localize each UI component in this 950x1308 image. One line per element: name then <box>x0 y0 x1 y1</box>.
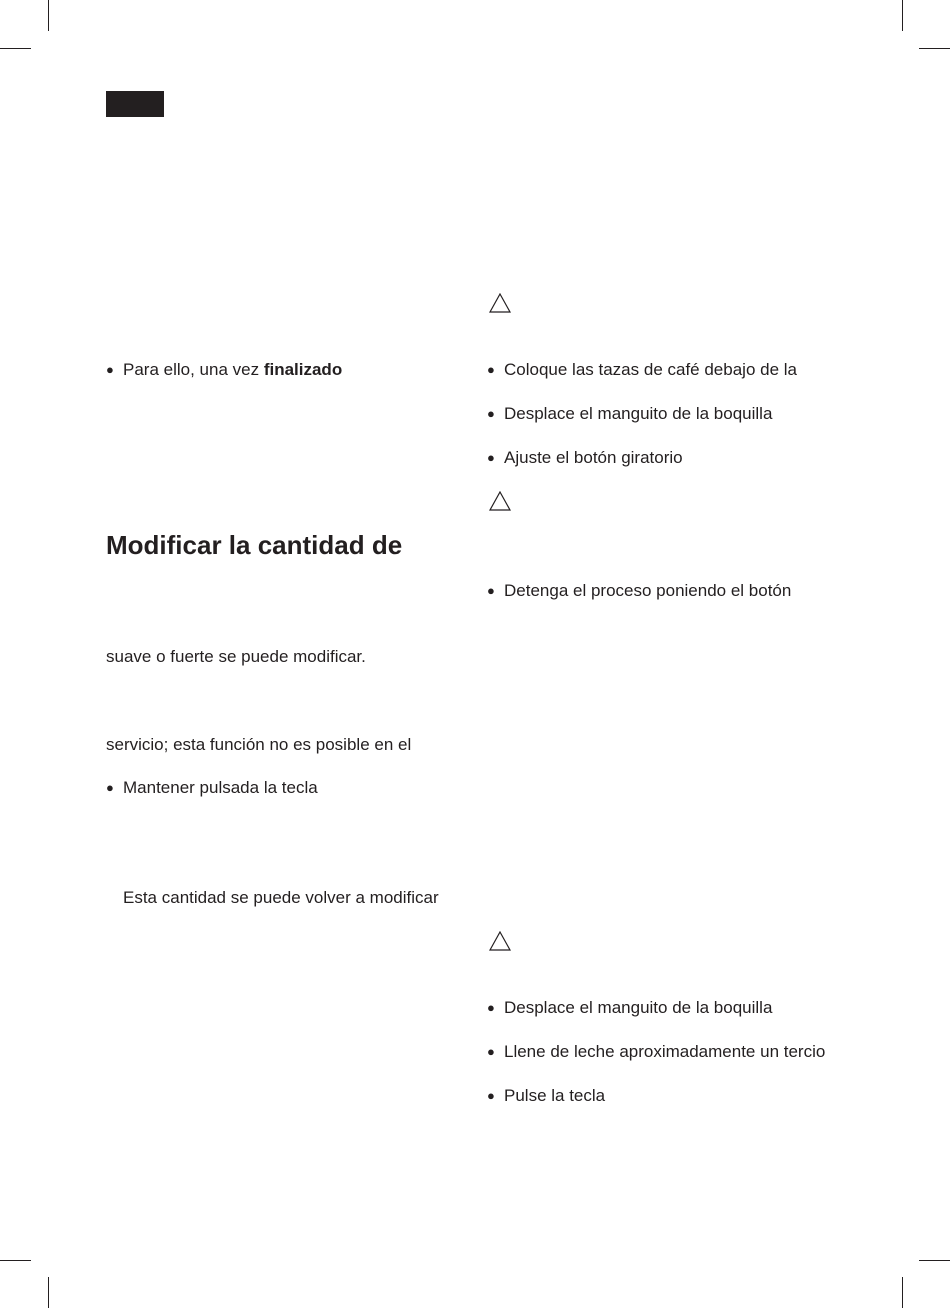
section-heading: Modificar la cantidad de <box>106 530 403 560</box>
warning-triangle-icon <box>489 931 511 951</box>
right-bullet-item <box>487 998 772 1018</box>
crop-mark-top-right-vertical <box>902 0 903 31</box>
body-text-line-indented: Esta cantidad se puede volver a modificar <box>123 888 439 907</box>
bullet-icon: ● <box>106 362 114 377</box>
bullet-icon: ● <box>487 450 495 465</box>
right-bullet-item <box>487 404 772 424</box>
bullet-text: Mantener pulsada la tecla <box>123 778 318 797</box>
bullet-text: Para ello, una vez <box>123 360 264 379</box>
right-bullet-item <box>487 1042 825 1062</box>
bullet-text: Coloque las tazas de café debajo de la <box>504 360 797 379</box>
body-text-line: suave o fuerte se puede modificar. <box>106 647 366 666</box>
bullet-text: Detenga el proceso poniendo el botón <box>504 581 792 600</box>
crop-mark-top-left-horizontal <box>0 48 31 49</box>
body-text-line: servicio; esta función no es posible en el <box>106 735 412 754</box>
bullet-icon: ● <box>487 1088 495 1103</box>
bullet-icon: ● <box>487 583 495 598</box>
bullet-text: Desplace el manguito de la boquilla <box>504 998 773 1017</box>
language-tab <box>106 91 164 117</box>
left-bullet-tecla <box>106 778 318 798</box>
bullet-icon: ● <box>487 1044 495 1059</box>
right-bullet-item <box>487 448 683 468</box>
bullet-icon: ● <box>487 362 495 377</box>
bullet-text: Desplace el manguito de la boquilla <box>504 404 773 423</box>
crop-mark-bottom-left-horizontal <box>0 1260 31 1261</box>
bullet-text: Pulse la tecla <box>504 1086 606 1105</box>
bullet-icon: ● <box>106 780 114 795</box>
crop-mark-bottom-left-vertical <box>48 1277 49 1308</box>
bullet-icon: ● <box>487 1000 495 1015</box>
warning-triangle-icon <box>489 491 511 511</box>
right-bullet-item <box>487 581 791 601</box>
left-bullet-finalizado <box>106 360 342 380</box>
right-bullet-item <box>487 1086 605 1106</box>
warning-triangle-icon <box>489 293 511 313</box>
crop-mark-bottom-right-horizontal <box>919 1260 950 1261</box>
bullet-text: Ajuste el botón giratorio <box>504 448 683 467</box>
bullet-text-bold: finalizado <box>263 360 343 379</box>
crop-mark-top-left-vertical <box>48 0 49 31</box>
bullet-icon: ● <box>487 406 495 421</box>
crop-mark-bottom-right-vertical <box>902 1277 903 1308</box>
right-bullet-item <box>487 360 797 380</box>
crop-mark-top-right-horizontal <box>919 48 950 49</box>
bullet-text: Llene de leche aproximadamente un tercio <box>504 1042 826 1061</box>
